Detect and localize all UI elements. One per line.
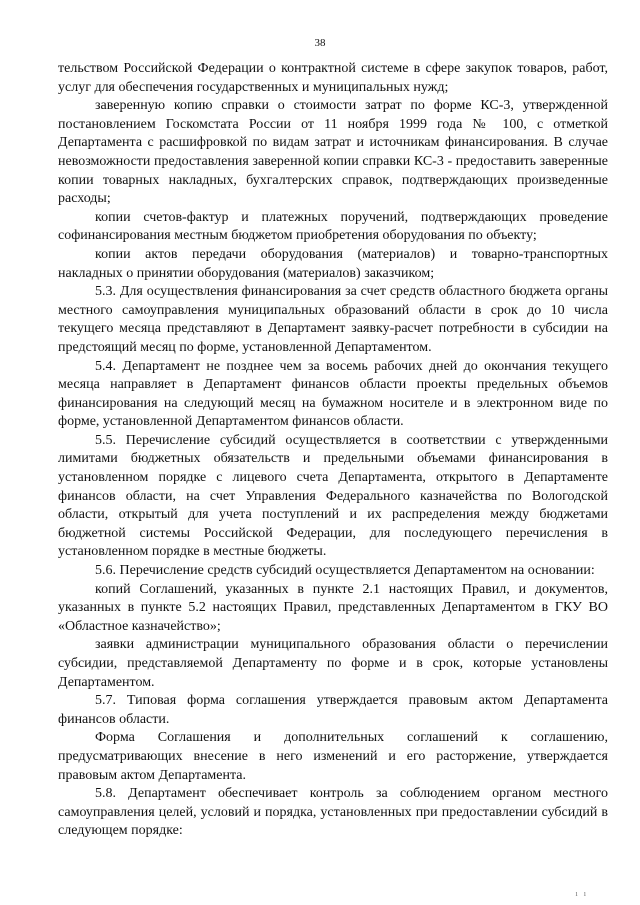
paragraph-transfer-acts: копии актов передачи оборудования (материалов) и товарно-транспортных накладных о принятии оборудования (материалов) заказчиком;	[58, 246, 608, 281]
paragraph-5-4: 5.4. Департамент не позднее чем за восемь рабочих дней до окончания текущего месяца направляет в Департамент финансов области проекты предельных объемов финансирования на следующий месяц на бумажном носителе и в электронном виде по форме, установленной Департаментом финансов области.	[58, 358, 608, 430]
document-body	[58, 60, 608, 841]
paragraph-continuation: тельством Российской Федерации о контрактной системе в сфере закупок товаров, работ, услуг для обеспечения государственных и муниципальных нужд;	[58, 61, 608, 95]
paragraph-5-7: 5.7. Типовая форма соглашения утверждается правовым актом Департамента финансов области.	[58, 693, 608, 727]
paragraph-ks3-certificate: заверенную копию справки о стоимости затрат по форме КС-3, утвержденной постановлением Госкомстата России от 11 ноября 1999 года № 100, с отметкой Департамента с расшифровкой по видам затрат и источникам финансирования. В случае невозможности предоставления заверенной копии справки КС-3 - предоставить заверенные копии товарных накладных, бухгалтерских справок, подтверждающих произведенные расходы;	[58, 98, 608, 207]
paragraph-invoices: копии счетов-фактур и платежных поручений, подтверждающих проведение софинансирования местным бюджетом приобретения оборудования по объекту;	[58, 209, 608, 244]
paragraph-agreement-copies: копий Соглашений, указанных в пункте 2.1 настоящих Правил, и документов, указанных в пункте 5.2 настоящих Правил, представленных Департаментом в ГКУ ВО «Областное казначейство»;	[58, 581, 608, 634]
paragraph-5-3: 5.3. Для осуществления финансирования за счет средств областного бюджета органы местного самоуправления муниципальных образований области в срок до 10 числа текущего месяца представляют в Департамент заявку-расчет потребности в субсидии на предстоящий месяц по форме, установленной Департаментом.	[58, 284, 608, 355]
paragraph-5-5: 5.5. Перечисление субсидий осуществляется в соответствии с утвержденными лимитами бюджетных обязательств и предельными объемами финансирования в установленном порядке с лицевого счета Департамента, открытого в Департаменте финансов области, на счет Управления Федерального казначейства по Вологодской области, открытый для учета поступлений и их распределения между бюджетами бюджетной системы Российской Федерации, для последующего перечисления в установленном порядке в местные бюджеты.	[58, 432, 608, 560]
paragraph-5-6: 5.6. Перечисление средств субсидий осуществляется Департаментом на основании:	[95, 563, 595, 579]
paragraph-5-8: 5.8. Департамент обеспечивает контроль за соблюдением органом местного самоуправления целей, условий и порядка, установленных при предоставлении субсидий в следующем порядке:	[58, 786, 608, 839]
page-number: 38	[314, 37, 326, 49]
footer-scan-mark: ı ı	[575, 889, 588, 898]
paragraph-administration-request: заявки администрации муниципального образования области о перечислении субсидии, представляемой Департаменту по форме и в срок, которые установлены Департаментом.	[58, 637, 608, 690]
paragraph-agreement-form: Форма Соглашения и дополнительных соглашений к соглашению, предусматривающих внесение в него изменений и его расторжение, утверждается правовым актом Департамента.	[58, 730, 608, 783]
